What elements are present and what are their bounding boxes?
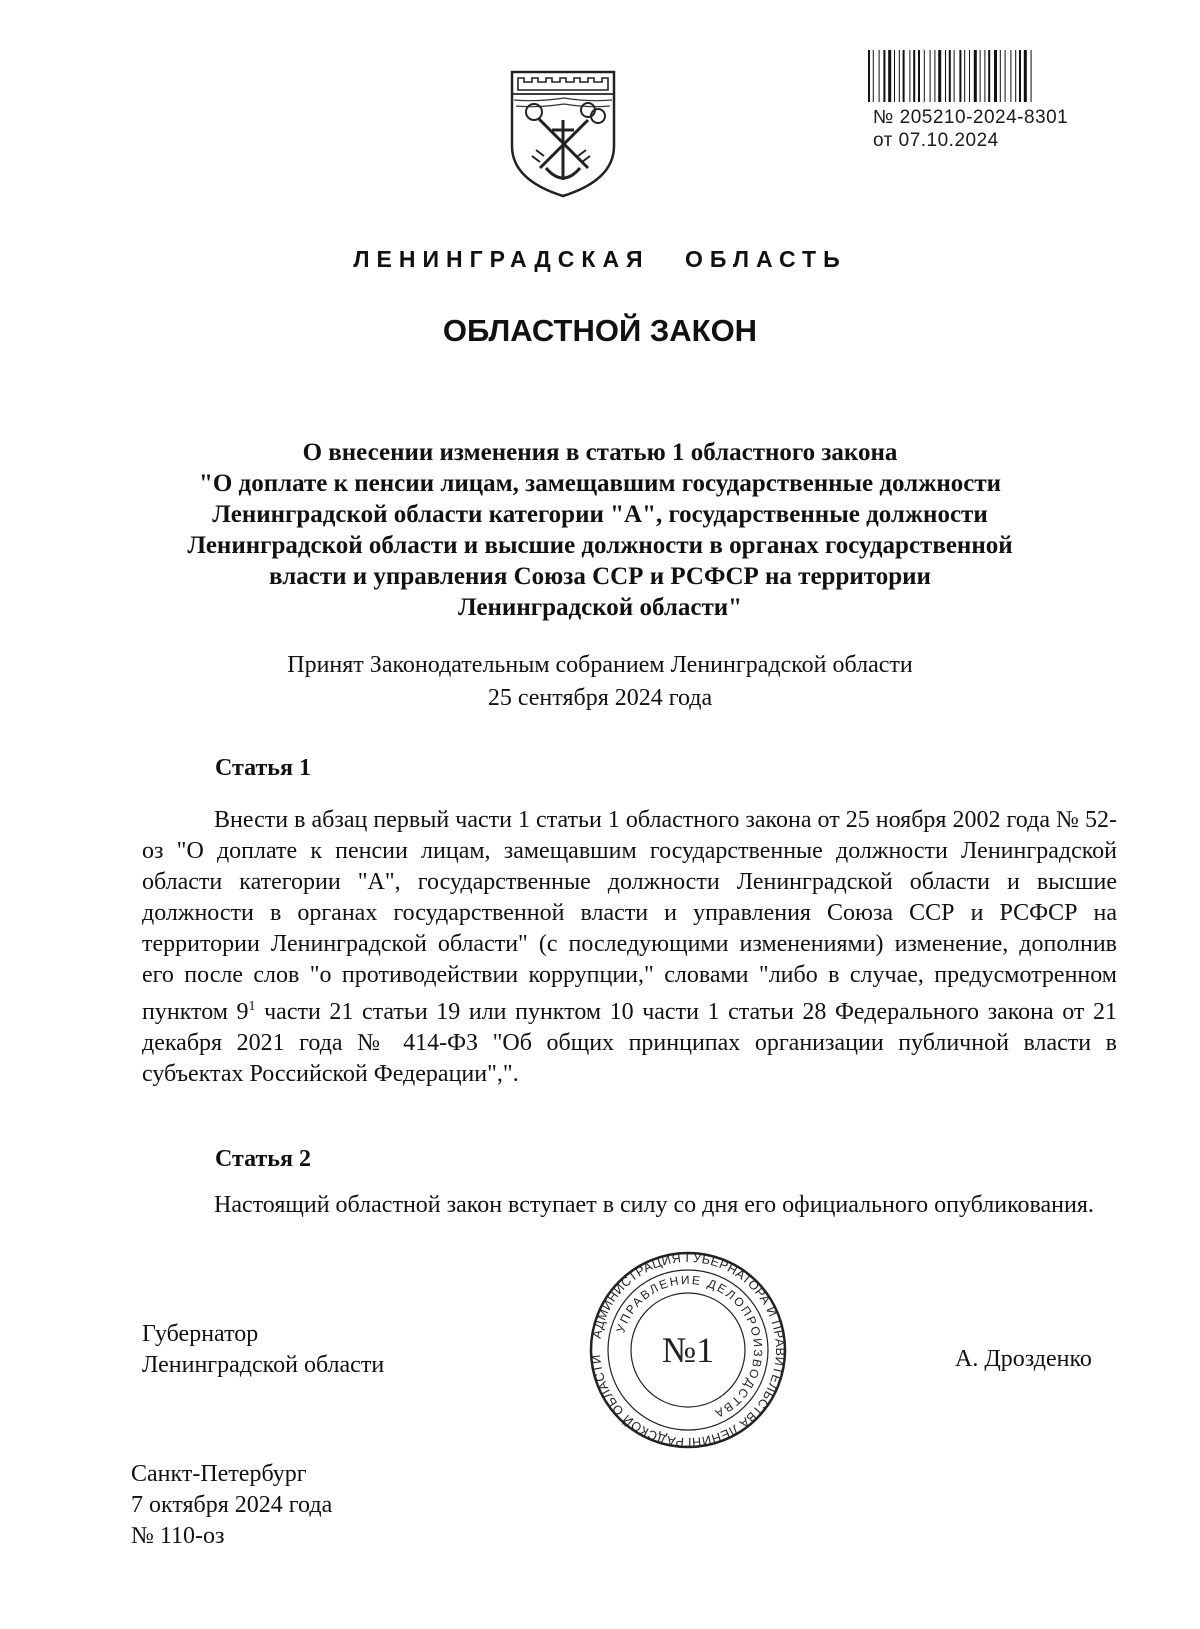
stamp-center: №1 xyxy=(661,1330,715,1370)
title-line: "О доплате к пенсии лицам, замещавшим государственные должности xyxy=(198,470,1002,497)
law-title xyxy=(130,437,1070,623)
title-line: Ленинградской области категории "А", государственные должности xyxy=(212,501,988,528)
law-number: № 110-оз xyxy=(131,1523,225,1549)
registration-date: от 07.10.2024 xyxy=(873,130,999,151)
document-type: ОБЛАСТНОЙ ЗАКОН xyxy=(442,313,758,348)
sign-date: 7 октября 2024 года xyxy=(131,1492,333,1518)
registration-number: № 205210-2024-8301 xyxy=(873,107,1069,128)
place-date-block xyxy=(131,1459,332,1552)
signatory-name: А. Дрозденко xyxy=(955,1346,1092,1372)
adoption-note xyxy=(0,649,1200,715)
stamp-outer-text: АДМИНИСТРАЦИЯ ГУБЕРНАТОРА И ПРАВИТЕЛЬСТВА ЛЕНИНГРАДСКОЙ ОБЛАСТИ xyxy=(589,1250,788,1450)
stamp-inner-text: УПРАВЛЕНИЕ ДЕЛОПРОИЗВОДСТВА xyxy=(613,1272,766,1422)
title-line: Ленинградской области и высшие должности в органах государственной xyxy=(187,532,1013,559)
adoption-line: Принят Законодательным собранием Ленинградской области xyxy=(287,652,913,678)
superscript: 1 xyxy=(248,999,256,1014)
title-line: О внесении изменения в статью 1 областного закона xyxy=(302,439,898,466)
city: Санкт-Петербург xyxy=(131,1461,307,1487)
article-1-heading: Статья 1 xyxy=(215,755,311,781)
title-line: Ленинградской области" xyxy=(457,594,743,621)
position-line: Губернатор xyxy=(142,1321,259,1347)
article-1-text xyxy=(142,805,1117,1090)
signatory-position xyxy=(142,1319,384,1381)
registration-block xyxy=(873,106,1068,152)
position-line: Ленинградской области xyxy=(142,1352,385,1378)
official-stamp xyxy=(588,1250,788,1450)
article-2-heading: Статья 2 xyxy=(215,1146,311,1172)
coat-of-arms-icon xyxy=(508,68,618,198)
barcode-icon xyxy=(866,50,1116,102)
article-1-text-part: Внести в абзац первый части 1 статьи 1 областного закона от 25 ноября 2002 года № 52-оз "О доплате к пенсии лицам, замещавшим государственные должности Ленинградской области категории "А", государственные должности Ленинградской области и высшие должности в органах государственной власти и управления Союза ССР и РСФСР на территории Ленинградской области" (с последующими изменениями) изменение, дополнив его после слов "о противодействии коррупции," словами "либо в случае, предусмотренном пунктом 9 xyxy=(142,807,1117,1025)
title-line: власти и управления Союза ССР и РСФСР на территории xyxy=(269,563,931,590)
article-2-text: Настоящий областной закон вступает в силу со дня его официального опубликования. xyxy=(214,1192,1094,1218)
region-name: ЛЕНИНГРАДСКАЯ ОБЛАСТЬ xyxy=(353,246,847,272)
adoption-date: 25 сентября 2024 года xyxy=(487,685,713,711)
article-1-text-part: части 21 статьи 19 или пунктом 10 части 1 статьи 28 Федерального закона от 21 декабря 2021 года № 414-ФЗ "Об общих принципах организации публичной власти в субъектах Российской Федерации",". xyxy=(142,999,1117,1087)
